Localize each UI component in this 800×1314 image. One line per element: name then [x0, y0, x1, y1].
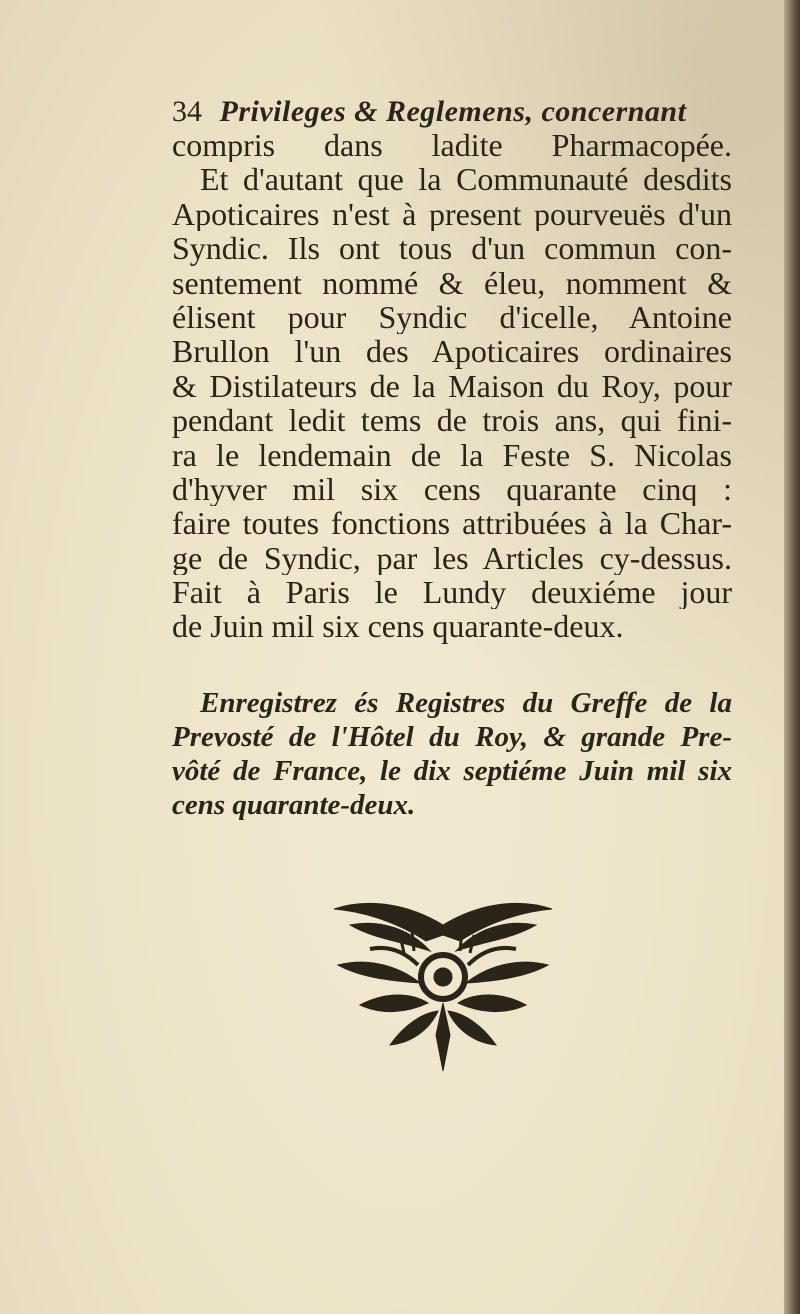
registration-line: Enregistrez és Registres du Greffe de la — [200, 687, 732, 719]
registration-line: Prevosté de l'Hôtel du Roy, & grande Pre- — [172, 721, 732, 753]
page-header — [172, 92, 732, 132]
body-line: Apoticaires n'est à present pourveuës d'un — [172, 196, 732, 232]
body-line: Fait à Paris le Lundy deuxiéme jour — [172, 575, 732, 610]
body-line: faire toutes fonctions attribuées à la Char- — [172, 506, 732, 541]
body-line: ge de Syndic, par les Articles cy-dessus. — [172, 540, 732, 576]
body-line: sentement nommé & éleu, nomment & — [172, 265, 732, 300]
body-line: de Juin mil six cens quarante-deux. — [172, 609, 624, 644]
body-line: d'hyver mil six cens quarante cinq : — [172, 471, 732, 507]
page-number: 34 — [172, 95, 202, 128]
running-title: Privileges & Reglemens, concernant — [219, 95, 687, 128]
body-line: compris dans ladite Pharmacopée. — [172, 128, 732, 163]
registration-note — [172, 686, 732, 822]
floral-tailpiece-icon — [330, 895, 556, 1075]
body-line: ra le lendemain de la Feste S. Nicolas — [172, 437, 732, 472]
registration-line: vôté de France, le dix septiéme Juin mil six — [172, 755, 732, 787]
body-line: Et d'autant que la Communauté desdits — [200, 162, 732, 197]
body-paragraph — [172, 128, 732, 644]
registration-line: cens quarante-deux. — [172, 789, 416, 821]
body-line: Syndic. Ils ont tous d'un commun con- — [172, 231, 732, 266]
page-binding-edge — [784, 0, 800, 1314]
body-line: élisent pour Syndic d'icelle, Antoine — [172, 299, 732, 335]
body-line: Brullon l'un des Apoticaires ordinaires — [172, 334, 732, 369]
body-line: & Distilateurs de la Maison du Roy, pour — [172, 368, 732, 404]
body-line: pendant ledit tems de trois ans, qui fini- — [172, 403, 732, 438]
